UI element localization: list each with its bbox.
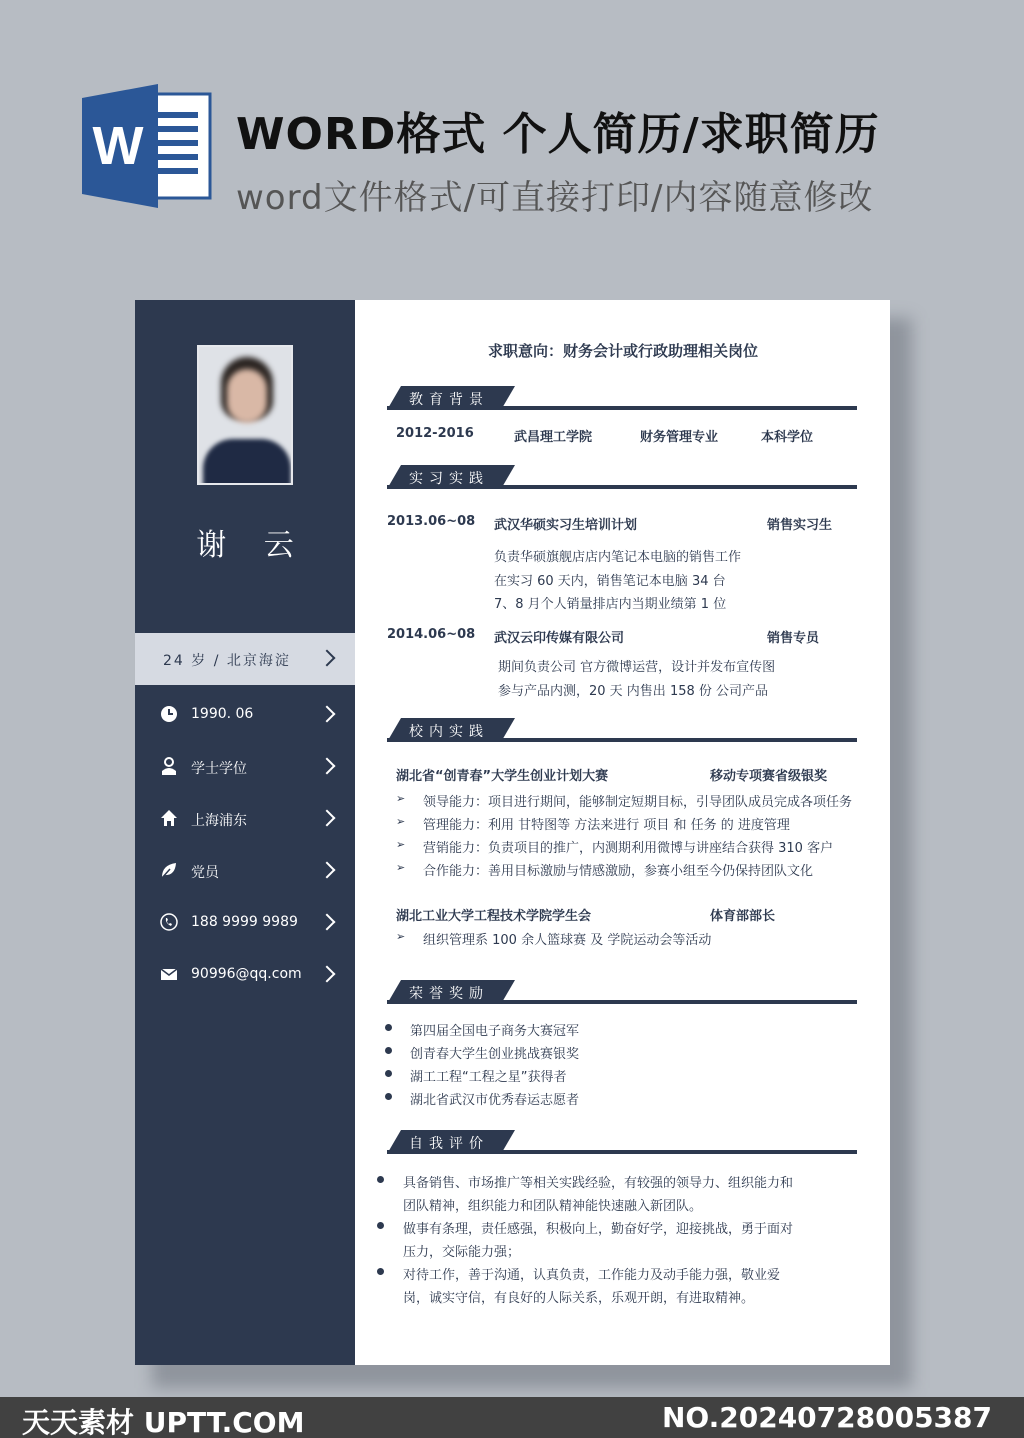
age-location-bar[interactable] xyxy=(135,633,355,685)
sidebar xyxy=(135,300,355,1365)
info-row-party[interactable] xyxy=(135,851,355,891)
user-icon xyxy=(159,757,179,777)
arrow-bullet-icon: ➢ xyxy=(396,815,406,828)
chevron-right-icon xyxy=(319,650,336,667)
campus-line: 合作能力：善用目标激励与情感激励，参赛小组至今仍保持团队文化 xyxy=(423,864,814,879)
section-title: 自我评价 xyxy=(409,1136,489,1152)
intern-org: 武汉华硕实习生培训计划 xyxy=(494,518,638,533)
bullet-dot-icon xyxy=(377,1268,384,1275)
edu-major: 财务管理专业 xyxy=(640,430,719,445)
candidate-name: 谢 云 xyxy=(196,528,308,563)
campus-line: 管理能力：利用 甘特图等 方法来进行 项目 和 任务 的 进度管理 xyxy=(423,818,790,833)
campus-award: 移动专项赛省级银奖 xyxy=(710,769,828,784)
info-phone: 188 9999 9989 xyxy=(191,914,298,930)
intern-line: 在实习 60 天内，销售笔记本电脑 34 台 xyxy=(494,574,726,589)
campus-line: 组织管理系 100 余人篮球赛 及 学院运动会等活动 xyxy=(423,933,712,948)
section-title: 荣誉奖励 xyxy=(409,986,489,1002)
intern-org: 武汉云印传媒有限公司 xyxy=(494,631,625,646)
bullet-dot-icon xyxy=(385,1047,392,1054)
arrow-bullet-icon: ➢ xyxy=(396,930,406,943)
section-header-education xyxy=(387,386,857,410)
info-degree: 学士学位 xyxy=(191,761,247,777)
campus-line: 领导能力：项目进行期间，能够制定短期目标，引导团队成员完成各项任务 xyxy=(423,795,853,810)
word-logo-icon xyxy=(82,84,214,208)
intern-role: 销售专员 xyxy=(767,631,820,646)
campus-award: 体育部部长 xyxy=(710,909,776,924)
self-eval-line: 岗，诚实守信，有良好的人际关系，乐观开朗，有进取精神。 xyxy=(403,1291,755,1306)
intern-line: 7、8 月个人销量排店内当期业绩第 1 位 xyxy=(494,597,727,612)
banner-title: WORD格式 个人简历/求职简历 xyxy=(236,109,880,160)
profile-photo xyxy=(197,345,293,485)
chevron-right-icon xyxy=(319,810,336,827)
info-birth: 1990. 06 xyxy=(191,706,254,722)
bullet-dot-icon xyxy=(377,1222,384,1229)
mail-icon xyxy=(159,965,179,985)
edu-period: 2012-2016 xyxy=(396,426,474,441)
intern-role: 销售实习生 xyxy=(767,518,833,533)
info-row-location[interactable] xyxy=(135,799,355,839)
section-title: 实习实践 xyxy=(409,471,489,487)
bullet-dot-icon xyxy=(385,1024,392,1031)
self-eval-line: 做事有条理，责任感强，积极向上，勤奋好学，迎接挑战，勇于面对 xyxy=(403,1222,794,1237)
bullet-dot-icon xyxy=(385,1093,392,1100)
self-eval-line: 具备销售、市场推广等相关实践经验，有较强的领导力、组织能力和 xyxy=(403,1176,794,1191)
home-icon xyxy=(159,809,179,829)
section-title: 教育背景 xyxy=(409,392,489,408)
chevron-right-icon xyxy=(319,966,336,983)
arrow-bullet-icon: ➢ xyxy=(396,861,406,874)
leaf-icon xyxy=(159,861,179,881)
job-objective: 求职意向：财务会计或行政助理相关岗位 xyxy=(488,342,759,360)
info-row-phone[interactable] xyxy=(135,903,355,943)
info-row-birth[interactable] xyxy=(135,695,355,735)
age-location-text: 24 岁 / 北京海淀 xyxy=(163,653,291,669)
info-party: 党员 xyxy=(191,865,219,881)
chevron-right-icon xyxy=(319,914,336,931)
arrow-bullet-icon: ➢ xyxy=(396,792,406,805)
section-header-honors xyxy=(387,980,857,1004)
chevron-right-icon xyxy=(319,862,336,879)
honor-item: 创青春大学生创业挑战赛银奖 xyxy=(410,1047,580,1062)
watermark-footer xyxy=(0,1397,1024,1438)
info-location: 上海浦东 xyxy=(191,813,247,829)
section-header-campus xyxy=(387,718,857,742)
word-logo-letter: W xyxy=(92,116,144,176)
self-eval-line: 压力，交际能力强； xyxy=(403,1245,521,1260)
footer-number: NO.20240728005387 xyxy=(661,1401,992,1434)
footer-site: 天天素材 UPTT.COM xyxy=(22,1406,305,1438)
phone-icon xyxy=(159,913,179,933)
intern-line: 负责华硕旗舰店店内笔记本电脑的销售工作 xyxy=(494,550,742,565)
info-row-email[interactable] xyxy=(135,955,355,995)
honor-item: 湖北省武汉市优秀春运志愿者 xyxy=(410,1093,580,1108)
chevron-right-icon xyxy=(319,706,336,723)
section-title: 校内实践 xyxy=(409,724,489,740)
intern-period: 2014.06~08 xyxy=(387,627,476,642)
honor-item: 湖工工程“工程之星”获得者 xyxy=(410,1070,567,1085)
self-eval-line: 对待工作，善于沟通，认真负责，工作能力及动手能力强，敬业爱 xyxy=(403,1268,781,1283)
campus-org: 湖北工业大学工程技术学院学生会 xyxy=(396,909,592,924)
honor-item: 第四届全国电子商务大赛冠军 xyxy=(410,1024,580,1039)
section-header-internship xyxy=(387,465,857,489)
edu-degree: 本科学位 xyxy=(761,430,814,445)
main-column xyxy=(355,300,890,1365)
intern-line: 期间负责公司 官方微博运营，设计并发布宣传图 xyxy=(498,660,776,675)
bullet-dot-icon xyxy=(385,1070,392,1077)
campus-org: 湖北省“创青春”大学生创业计划大赛 xyxy=(396,769,609,784)
info-email: 90996@qq.com xyxy=(191,966,302,982)
intern-line: 参与产品内测，20 天 内售出 158 份 公司产品 xyxy=(498,684,769,699)
resume-sheet xyxy=(135,300,890,1365)
chevron-right-icon xyxy=(319,758,336,775)
intern-period: 2013.06~08 xyxy=(387,514,476,529)
info-row-degree[interactable] xyxy=(135,747,355,787)
banner-subtitle: word文件格式/可直接打印/内容随意修改 xyxy=(236,178,874,218)
self-eval-line: 团队精神，组织能力和团队精神能快速融入新团队。 xyxy=(403,1199,703,1214)
section-header-self-eval xyxy=(387,1130,857,1154)
campus-line: 营销能力：负责项目的推广，内测期利用微博与讲座结合获得 310 客户 xyxy=(423,841,834,856)
bullet-dot-icon xyxy=(377,1176,384,1183)
arrow-bullet-icon: ➢ xyxy=(396,838,406,851)
edu-school: 武昌理工学院 xyxy=(514,430,593,445)
clock-icon xyxy=(159,705,179,725)
